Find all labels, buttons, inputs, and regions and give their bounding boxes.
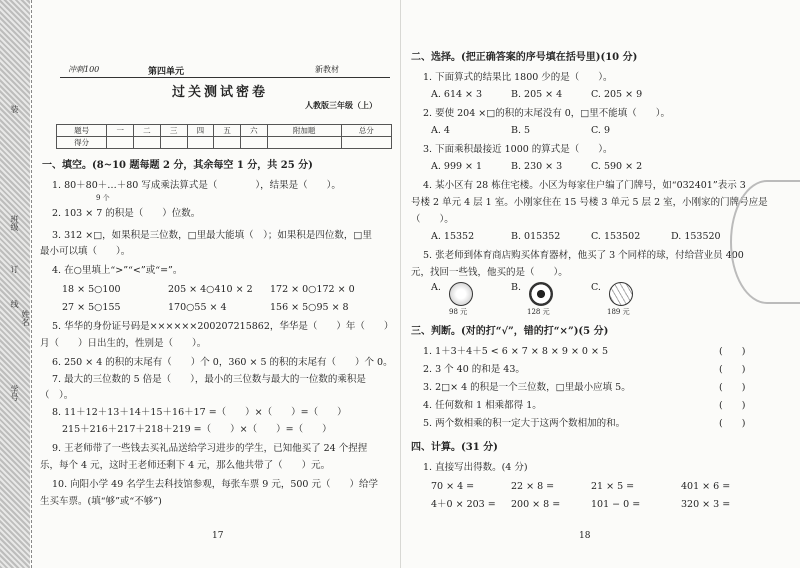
compare-item: 170○55 × 4	[168, 302, 227, 313]
question-text: 1. 直接写出得数。(4 分)	[423, 462, 528, 473]
price-label: 98 元	[449, 308, 468, 316]
score-cell[interactable]	[160, 137, 187, 149]
score-cell[interactable]	[107, 137, 134, 149]
option: C. 590 × 2	[591, 161, 643, 172]
unit-label: 第四单元	[148, 67, 185, 77]
stamp-watermark	[730, 180, 800, 304]
question-text: 元，找回一些钱，他买的是（ ）。	[411, 267, 568, 278]
score-table	[56, 124, 392, 149]
compare-item: 172 × 0○172 × 0	[270, 284, 355, 295]
binding-label: 订	[10, 265, 19, 273]
table-cell: 附加题	[267, 125, 341, 137]
table-cell: 一	[107, 125, 134, 137]
page-number: 18	[579, 531, 591, 541]
question-text: 1. 1＋3＋4＋5 < 6 × 7 × 8 × 9 × 0 × 5	[423, 346, 609, 357]
question-text: 3. 2□× 4 的积是一个三位数，□里最小应填 5。	[423, 382, 631, 393]
binding-label: 装	[10, 105, 19, 113]
score-cell[interactable]	[187, 137, 214, 149]
question-text: 号楼 2 单元 4 层 1 室。小刚家住在 15 号楼 3 单元 5 层 2 室，小刚家的门牌号应是	[411, 197, 768, 208]
score-cell[interactable]	[214, 137, 241, 149]
option: B. 205 × 4	[511, 89, 563, 100]
option: A. 614 × 3	[431, 89, 483, 100]
exam-header	[60, 64, 390, 110]
football-icon	[529, 282, 553, 306]
question-text: 生买车票。(填“够”或“不够”)	[40, 496, 162, 507]
question-text: 5. 两个数相乘的积一定大于这两个数相加的和。	[423, 418, 626, 429]
compare-item: 27 × 5○155	[62, 302, 121, 313]
question-text: 215＋216＋217＋218＋219 =（ ）×（ ）=（ ）	[62, 424, 332, 435]
edition-label: 新教材	[315, 65, 339, 74]
binding-strip	[0, 0, 30, 568]
answer-paren[interactable]: ( )	[719, 382, 746, 393]
calc-item: 101 − 0 =	[591, 499, 641, 510]
score-cell[interactable]	[241, 137, 268, 149]
page-number: 17	[212, 531, 224, 541]
answer-paren[interactable]: ( )	[719, 346, 746, 357]
section-heading: 二、选择。(把正确答案的序号填在括号里)(10 分)	[411, 52, 638, 63]
question-text: 1. 下面算式的结果比 1800 少的是（ ）。	[423, 72, 613, 83]
brand-logo: 冲刺100	[68, 65, 100, 74]
price-label: 128 元	[527, 308, 550, 316]
question-text: （ ）。	[411, 214, 454, 225]
question-note: 9 个	[96, 194, 110, 202]
option: C. 9	[591, 125, 611, 136]
student-id-label: 学号	[10, 385, 19, 401]
section-heading: 四、计算。(31 分)	[411, 442, 498, 453]
question-text: 乐，每个 4 元，这时王老师还剩下 4 元，那么他共带了（ ）元。	[40, 460, 331, 471]
table-cell: 三	[160, 125, 187, 137]
question-text: 7. 最大的三位数的 5 倍是（ ），最小的三位数与最大的一位数的乘积是	[52, 374, 366, 385]
calc-item: 70 × 4 =	[431, 481, 475, 492]
name-label: 姓名	[21, 310, 30, 326]
table-cell: 四	[187, 125, 214, 137]
question-text: 3. 下面乘积最接近 1000 的算式是（ ）。	[423, 144, 613, 155]
binding-label: 线	[10, 300, 19, 308]
calc-item: 401 × 6 =	[681, 481, 731, 492]
compare-item: 156 × 5○95 × 8	[270, 302, 349, 313]
question-text: 月（ ）日出生的，性别是（ ）。	[40, 338, 207, 349]
score-value-row	[57, 137, 392, 149]
question-text: 4. 某小区有 28 栋住宅楼。小区为每家住户编了门牌号，如“032401”表示 3	[423, 180, 746, 191]
question-text: 5. 华华的身份证号码是××××××200207215862，华华是（ ）年（ ）	[52, 321, 394, 332]
question-text: 8. 11＋12＋13＋14＋15＋16＋17 =（ ）×（ ）=（ ）	[52, 407, 347, 418]
basketball-icon	[449, 282, 473, 306]
option: B. 5	[511, 125, 531, 136]
section-heading: 一、填空。(8~10 题每题 2 分，其余每空 1 分，共 25 分)	[42, 160, 313, 171]
class-label: 班级	[10, 215, 19, 231]
calc-item: 21 × 5 =	[591, 481, 635, 492]
question-text: 1. 80＋80＋…＋80 写成乘法算式是（ ），结果是（ ）。	[52, 180, 341, 191]
compare-item: 18 × 5○100	[62, 284, 121, 295]
table-cell: 六	[241, 125, 268, 137]
table-cell: 总分	[341, 125, 391, 137]
table-cell: 二	[134, 125, 161, 137]
price-label: 189 元	[607, 308, 630, 316]
option: A. 15352	[431, 231, 475, 242]
question-text: 10. 向阳小学 49 名学生去科技馆参观，每张车票 9 元，500 元（ ）给学	[52, 479, 378, 490]
calc-item: 4＋0 × 203 =	[431, 499, 496, 510]
option: A.	[431, 282, 441, 293]
table-cell: 题号	[57, 125, 107, 137]
option: B. 015352	[511, 231, 561, 242]
calc-item: 320 × 3 =	[681, 499, 731, 510]
calc-item: 200 × 8 =	[511, 499, 561, 510]
section-heading: 三、判断。(对的打“√”，错的打“×”)(5 分)	[411, 326, 609, 337]
compare-item: 205 × 4○410 × 2	[168, 284, 253, 295]
table-cell: 五	[214, 125, 241, 137]
answer-paren[interactable]: ( )	[719, 400, 746, 411]
score-cell[interactable]	[267, 137, 341, 149]
answer-paren[interactable]: ( )	[719, 364, 746, 375]
calc-item: 22 × 8 =	[511, 481, 555, 492]
option: C. 205 × 9	[591, 89, 643, 100]
question-text: （ ）。	[40, 390, 74, 401]
question-text: 2. 3 个 40 的和是 43。	[423, 364, 525, 375]
option: A. 999 × 1	[431, 161, 483, 172]
table-cell: 得分	[57, 137, 107, 149]
option: B.	[511, 282, 522, 293]
option: B. 230 × 3	[511, 161, 563, 172]
question-text: 2. 103 × 7 的积是（ ）位数。	[52, 208, 201, 219]
grade-label: 人教版三年级（上）	[305, 100, 377, 110]
exam-title: 过关测试密卷	[172, 85, 269, 100]
option: A. 4	[431, 125, 450, 136]
answer-paren[interactable]: ( )	[719, 418, 746, 429]
score-header-row	[57, 125, 392, 137]
score-cell[interactable]	[134, 137, 161, 149]
question-text: 4. 任何数和 1 相乘都得 1。	[423, 400, 542, 411]
question-text: 9. 王老师带了一些钱去买礼品送给学习进步的学生，已知他买了 24 个捏捏	[52, 443, 368, 454]
option: C. 153502	[591, 231, 641, 242]
option: C.	[591, 282, 601, 293]
question-text: 6. 250 × 4 的积的末尾有（ ）个 0，360 × 5 的积的末尾有（ ）个 0。	[52, 357, 393, 368]
option: D. 153520	[671, 231, 721, 242]
cut-line	[31, 0, 32, 568]
question-text: 3. 312 ×□，如果积是三位数，□里最大能填（ ）；如果积是四位数，□里	[52, 230, 372, 241]
score-cell[interactable]	[341, 137, 391, 149]
question-text: 5. 张老师到体育商店购买体育器材，他买了 3 个同样的球，付给营业员 400	[423, 250, 744, 261]
question-text: 最小可以填（ ）。	[40, 246, 131, 257]
question-text: 2. 要使 204 ×□的积的末尾没有 0，□里不能填（ ）。	[423, 108, 670, 119]
question-text: 4. 在○里填上“>”“<”或“=”。	[52, 265, 183, 276]
volleyball-icon	[609, 282, 633, 306]
